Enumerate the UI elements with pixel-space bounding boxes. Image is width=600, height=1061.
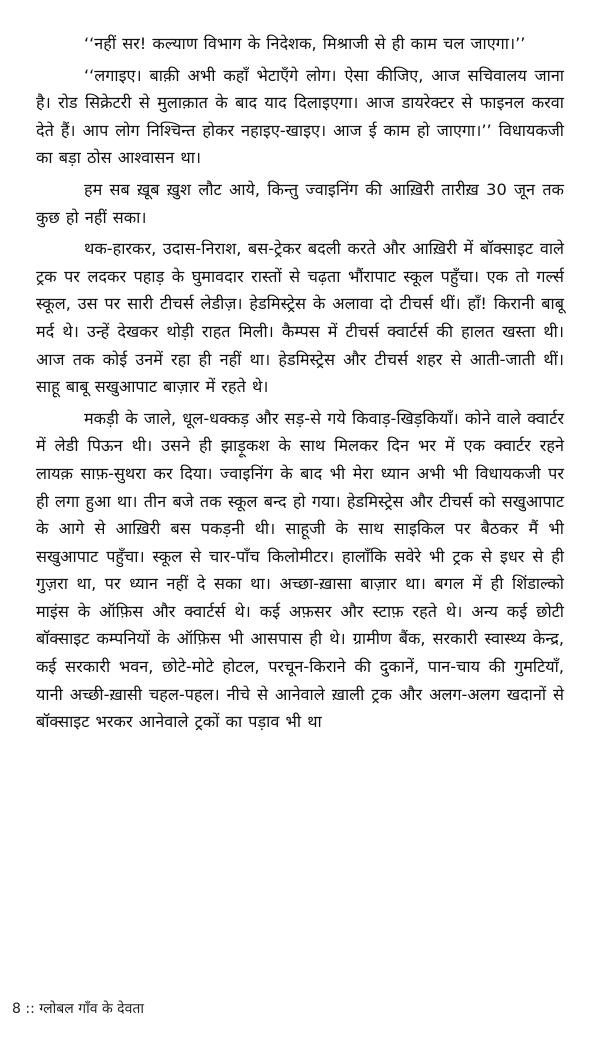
page-body [36,30,564,740]
page-footer: 8 :: ग्लोबल गाँव के देवता [12,1001,144,1017]
paragraph: थक-हारकर, उदास-निराश, बस-ट्रेकर बदली करते और आख़िरी में बॉक्साइट वाले ट्रक पर लदकर पहाड़ के घुमावदार रास्तों से चढ़ता भौंरापाट स्कूल पहुँचा। एक तो गर्ल्स स्कूल, उस पर सारी टीचर्स लेडीज़। हेडमिस्ट्रेस के अलावा दो टीचर्स थीं। हाँ! किरानी बाबू मर्द थे। उन्हें देखकर थोड़ी राहत मिली। कैम्पस में टीचर्स क्वार्टर्स की हालत खस्ता थी। आज तक कोई उनमें रहा ही नहीं था। हेडमिस्ट्रेस और टीचर्स शहर से आती-जाती थीं। साहू बाबू सखुआपाट बाज़ार में रहते थे। [36,239,564,397]
paragraph: ‘‘नहीं सर! कल्याण विभाग के निदेशक, मिश्राजी से ही काम चल जाएगा।’’ [84,34,526,53]
paragraph: ‘‘लगाइए। बाक़ी अभी कहाँ भेटाएँगे लोग। ऐसा कीजिए, आज सचिवालय जाना है। रोड सिक्रेटरी से मुलाक़ात के बाद याद दिलाइएगा। आज डायरेक्टर से फाइनल करवा देते हैं। आप लोग निश्चिन्त होकर नहाइए-खाइए। आज ई काम हो जाएगा।’’ विधायकजी का बड़ा ठोस आश्वासन था। [36,65,564,168]
paragraph: हम सब ख़ूब ख़ुश लौट आये, किन्तु ज्वाइनिंग की आख़िरी तारीख़ 30 जून तक कुछ हो नहीं सका। [36,179,564,227]
paragraph: मकड़ी के जाले, धूल-धक्कड़ और सड़-से गये किवाड़-खिड़कियाँ। कोने वाले क्वार्टर में लेडी पिऊन थी। उसने ही झाड़ूकश के साथ मिलकर दिन भर में एक क्वार्टर रहने लायक़ साफ़-सुथरा कर दिया। ज्वाइनिंग के बाद भी मेरा ध्यान अभी भी विधायकजी पर ही लगा हुआ था। तीन बजे तक स्कूल बन्द हो गया। हेडमिस्ट्रेस और टीचर्स को सखुआपाट के आगे से आख़िरी बस पकड़नी थी। साहूजी के साथ साइकिल पर बैठकर मैं भी सखुआपाट पहुँचा। स्कूल से चार-पाँच किलोमीटर। हालाँकि सवेरे भी ट्रक से इधर से ही गुज़रा था, पर ध्यान नहीं दे सका था। अच्छा-ख़ासा बाज़ार था। बगल में ही शिंडाल्को माइंस के ऑफ़िस और क्वार्टर्स थे। कई अफ़सर और स्टाफ़ रहते थे। अन्य कई छोटी बॉक्साइट कम्पनियों के ऑफ़िस भी आसपास ही थे। ग्रामीण बैंक, सरकारी स्वास्थ्य केन्द्र, कई सरकारी भवन, छोटे-मोटे होटल, परचून-किराने की दुकानें, पान-चाय की गुमटियाँ, यानी अच्छी-ख़ासी चहल-पहल। नीचे से आनेवाले ख़ाली ट्रक और अलग-अलग खदानों से बॉक्साइट भरकर आनेवाले ट्रकों का पड़ाव भी था [36,408,564,732]
